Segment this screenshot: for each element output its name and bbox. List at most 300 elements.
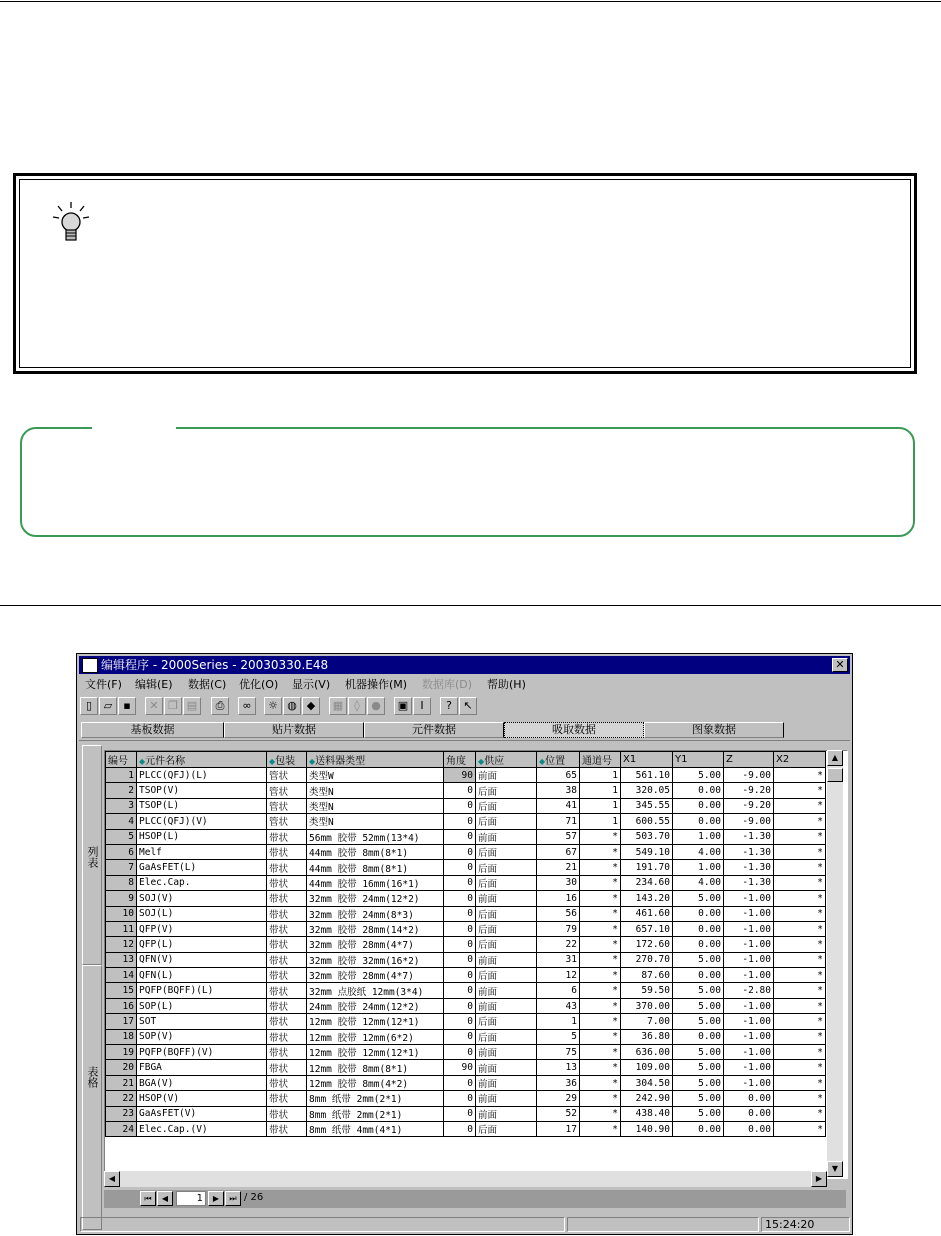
mark-icon[interactable]: Ⅰ bbox=[413, 697, 431, 715]
table-cell[interactable]: BGA(V) bbox=[137, 1075, 267, 1090]
table-cell[interactable]: 5.00 bbox=[673, 1091, 724, 1106]
side-tab-table[interactable]: 表格 bbox=[82, 965, 102, 1230]
table-cell[interactable]: -1.00 bbox=[724, 906, 774, 921]
table-cell[interactable]: 带状 bbox=[267, 1091, 307, 1106]
table-cell[interactable]: SOP(L) bbox=[137, 998, 267, 1013]
table-cell[interactable]: 0 bbox=[444, 1045, 476, 1060]
table-cell[interactable]: 12mm 胶带 8mm(8*1) bbox=[307, 1060, 444, 1075]
table-row[interactable] bbox=[106, 783, 826, 798]
table-cell[interactable]: 后面 bbox=[476, 783, 537, 798]
table-cell[interactable]: GaAsFET(V) bbox=[137, 1106, 267, 1121]
copy-icon[interactable]: ❐ bbox=[164, 697, 182, 715]
table-cell[interactable]: 带状 bbox=[267, 1029, 307, 1044]
table-row[interactable] bbox=[106, 798, 826, 813]
table-cell[interactable]: * bbox=[580, 952, 621, 967]
table-cell[interactable]: QFN(L) bbox=[137, 968, 267, 983]
table-cell[interactable]: * bbox=[774, 844, 826, 859]
table-cell[interactable]: 带状 bbox=[267, 1121, 307, 1136]
table-cell[interactable]: 1 bbox=[580, 783, 621, 798]
table-cell[interactable]: 7 bbox=[106, 860, 137, 875]
table-row[interactable] bbox=[106, 1060, 826, 1075]
table-cell[interactable]: 32mm 胶带 28mm(4*7) bbox=[307, 968, 444, 983]
menu-data[interactable]: 数据(C) bbox=[188, 678, 227, 691]
cut-icon[interactable]: ✕ bbox=[145, 697, 163, 715]
table-cell[interactable]: 5 bbox=[537, 1029, 580, 1044]
table-cell[interactable]: 后面 bbox=[476, 844, 537, 859]
table-cell[interactable]: * bbox=[580, 983, 621, 998]
table-cell[interactable]: 0 bbox=[444, 891, 476, 906]
table-cell[interactable]: 22 bbox=[537, 937, 580, 952]
menu-file[interactable]: 文件(F) bbox=[85, 678, 122, 691]
table-cell[interactable]: SOJ(V) bbox=[137, 891, 267, 906]
feeder-icon[interactable]: ◍ bbox=[283, 697, 301, 715]
table-row[interactable] bbox=[106, 952, 826, 967]
table-row[interactable] bbox=[106, 968, 826, 983]
menu-machine[interactable]: 机器操作(M) bbox=[345, 678, 408, 691]
table-cell[interactable]: 7.00 bbox=[621, 1014, 673, 1029]
table-cell[interactable]: 0 bbox=[444, 1121, 476, 1136]
table-cell[interactable]: 32mm 点胶纸 12mm(3*4) bbox=[307, 983, 444, 998]
table-cell[interactable]: 0.00 bbox=[673, 968, 724, 983]
table-cell[interactable]: 0.00 bbox=[673, 937, 724, 952]
table-cell[interactable]: HSOP(L) bbox=[137, 829, 267, 844]
table-cell[interactable]: 270.70 bbox=[621, 952, 673, 967]
table-cell[interactable]: * bbox=[774, 1106, 826, 1121]
table-cell[interactable]: * bbox=[774, 860, 826, 875]
table-cell[interactable]: 12 bbox=[537, 968, 580, 983]
last-record-icon[interactable]: ⏭ bbox=[225, 1191, 241, 1206]
table-cell[interactable]: 带状 bbox=[267, 998, 307, 1013]
table-cell[interactable]: 前面 bbox=[476, 768, 537, 783]
table-cell[interactable]: 8mm 纸带 2mm(2*1) bbox=[307, 1091, 444, 1106]
table-cell[interactable]: -1.00 bbox=[724, 1029, 774, 1044]
table-cell[interactable]: 4 bbox=[106, 814, 137, 829]
table-cell[interactable]: 0 bbox=[444, 1029, 476, 1044]
table-cell[interactable]: 12mm 胶带 8mm(4*2) bbox=[307, 1075, 444, 1090]
table-cell[interactable]: 32mm 胶带 28mm(14*2) bbox=[307, 921, 444, 936]
table-cell[interactable]: 32mm 胶带 24mm(12*2) bbox=[307, 891, 444, 906]
table-cell[interactable]: 30 bbox=[537, 875, 580, 890]
table-cell[interactable]: * bbox=[580, 1091, 621, 1106]
menu-edit[interactable]: 编辑(E) bbox=[135, 678, 173, 691]
next-record-icon[interactable]: ▶ bbox=[208, 1191, 224, 1206]
table-cell[interactable]: 10 bbox=[106, 906, 137, 921]
table-cell[interactable]: 32mm 胶带 24mm(8*3) bbox=[307, 906, 444, 921]
table-cell[interactable]: * bbox=[580, 1075, 621, 1090]
table-cell[interactable]: TSOP(L) bbox=[137, 798, 267, 813]
table-cell[interactable]: * bbox=[774, 891, 826, 906]
table-cell[interactable]: 后面 bbox=[476, 875, 537, 890]
table-cell[interactable]: 0 bbox=[444, 798, 476, 813]
table-cell[interactable]: 0.00 bbox=[673, 798, 724, 813]
tab-image-data[interactable]: 图象数据 bbox=[644, 722, 784, 738]
table-cell[interactable]: 24mm 胶带 24mm(12*2) bbox=[307, 998, 444, 1013]
table-cell[interactable]: 56 bbox=[537, 906, 580, 921]
table-row[interactable] bbox=[106, 1029, 826, 1044]
table-cell[interactable]: 17 bbox=[537, 1121, 580, 1136]
table-cell[interactable]: 242.90 bbox=[621, 1091, 673, 1106]
table-cell[interactable]: * bbox=[774, 1091, 826, 1106]
open-folder-icon[interactable]: ▱ bbox=[99, 697, 117, 715]
table-row[interactable] bbox=[106, 875, 826, 890]
table-cell[interactable]: 6 bbox=[537, 983, 580, 998]
table-cell[interactable]: * bbox=[774, 783, 826, 798]
table-cell[interactable]: 5.00 bbox=[673, 1014, 724, 1029]
table-cell[interactable]: 类型N bbox=[307, 783, 444, 798]
component-icon[interactable]: ◆ bbox=[302, 697, 320, 715]
table-cell[interactable]: 后面 bbox=[476, 968, 537, 983]
table-cell[interactable]: 0 bbox=[444, 968, 476, 983]
table-cell[interactable]: 0 bbox=[444, 998, 476, 1013]
table-cell[interactable]: 带状 bbox=[267, 921, 307, 936]
table-row[interactable] bbox=[106, 1075, 826, 1090]
table-cell[interactable]: 0.00 bbox=[673, 814, 724, 829]
table-row[interactable] bbox=[106, 921, 826, 936]
table-cell[interactable]: * bbox=[580, 860, 621, 875]
table-cell[interactable]: PQFP(BQFF)(L) bbox=[137, 983, 267, 998]
table-cell[interactable]: -2.80 bbox=[724, 983, 774, 998]
table-cell[interactable]: -1.30 bbox=[724, 875, 774, 890]
table-cell[interactable]: * bbox=[774, 814, 826, 829]
table-cell[interactable]: 1.00 bbox=[673, 860, 724, 875]
table-cell[interactable]: 前面 bbox=[476, 983, 537, 998]
close-button[interactable]: ✕ bbox=[832, 658, 848, 672]
tab-board-data[interactable]: 基板数据 bbox=[81, 722, 224, 738]
menu-optimize[interactable]: 优化(O) bbox=[239, 678, 279, 691]
table-cell[interactable]: 345.55 bbox=[621, 798, 673, 813]
table-cell[interactable]: Elec.Cap.(V) bbox=[137, 1121, 267, 1136]
scroll-left-icon[interactable]: ◀ bbox=[104, 1171, 120, 1187]
table-cell[interactable]: -9.20 bbox=[724, 798, 774, 813]
table-cell[interactable]: 管状 bbox=[267, 783, 307, 798]
table-cell[interactable]: Melf bbox=[137, 844, 267, 859]
table-cell[interactable]: 前面 bbox=[476, 891, 537, 906]
col-header-x2[interactable]: X2 bbox=[774, 752, 826, 768]
table-cell[interactable]: 657.10 bbox=[621, 921, 673, 936]
menu-view[interactable]: 显示(V) bbox=[292, 678, 331, 691]
table-cell[interactable]: 5.00 bbox=[673, 768, 724, 783]
table-cell[interactable]: -1.30 bbox=[724, 829, 774, 844]
table-cell[interactable]: 600.55 bbox=[621, 814, 673, 829]
table-cell[interactable]: 0.00 bbox=[724, 1091, 774, 1106]
table-cell[interactable]: 0 bbox=[444, 937, 476, 952]
table-cell[interactable]: 3 bbox=[106, 798, 137, 813]
save-icon[interactable]: ▪ bbox=[118, 697, 136, 715]
table-cell[interactable]: 19 bbox=[106, 1045, 137, 1060]
table-cell[interactable]: * bbox=[774, 968, 826, 983]
table-cell[interactable]: 0.00 bbox=[724, 1121, 774, 1136]
table-cell[interactable]: 0 bbox=[444, 844, 476, 859]
table-cell[interactable]: 32mm 胶带 32mm(16*2) bbox=[307, 952, 444, 967]
table-cell[interactable]: 后面 bbox=[476, 906, 537, 921]
table-cell[interactable]: 5.00 bbox=[673, 952, 724, 967]
table-cell[interactable]: 12mm 胶带 12mm(12*1) bbox=[307, 1045, 444, 1060]
table-cell[interactable]: -9.20 bbox=[724, 783, 774, 798]
table-cell[interactable]: -1.30 bbox=[724, 860, 774, 875]
table-cell[interactable]: 管状 bbox=[267, 768, 307, 783]
table-cell[interactable]: 带状 bbox=[267, 875, 307, 890]
table-cell[interactable]: 43 bbox=[537, 998, 580, 1013]
col-header-channel[interactable]: 通道号 bbox=[580, 752, 621, 768]
col-header-name[interactable]: ◆元件名称 bbox=[137, 752, 267, 768]
table-cell[interactable]: 带状 bbox=[267, 906, 307, 921]
table-cell[interactable]: 15 bbox=[106, 983, 137, 998]
table-cell[interactable]: * bbox=[580, 921, 621, 936]
table-cell[interactable]: 带状 bbox=[267, 829, 307, 844]
table-cell[interactable]: SOT bbox=[137, 1014, 267, 1029]
table-cell[interactable]: * bbox=[774, 983, 826, 998]
table-cell[interactable]: 0 bbox=[444, 1014, 476, 1029]
table-cell[interactable]: 0 bbox=[444, 829, 476, 844]
prev-record-icon[interactable]: ◀ bbox=[157, 1191, 173, 1206]
table-cell[interactable]: QFP(L) bbox=[137, 937, 267, 952]
table-cell[interactable]: 后面 bbox=[476, 798, 537, 813]
table-cell[interactable]: 22 bbox=[106, 1091, 137, 1106]
table-cell[interactable]: Elec.Cap. bbox=[137, 875, 267, 890]
table-cell[interactable]: 0 bbox=[444, 1091, 476, 1106]
table-cell[interactable]: 管状 bbox=[267, 798, 307, 813]
table-cell[interactable]: 16 bbox=[106, 998, 137, 1013]
teach-bulb-icon[interactable]: ☼ bbox=[264, 697, 282, 715]
table-cell[interactable]: 234.60 bbox=[621, 875, 673, 890]
table-cell[interactable]: 29 bbox=[537, 1091, 580, 1106]
table-cell[interactable]: 1 bbox=[580, 768, 621, 783]
table-cell[interactable]: * bbox=[774, 1121, 826, 1136]
table-cell[interactable]: 18 bbox=[106, 1029, 137, 1044]
table-cell[interactable]: 5.00 bbox=[673, 1106, 724, 1121]
disk-icon[interactable]: ● bbox=[367, 697, 385, 715]
table-cell[interactable]: 后面 bbox=[476, 1121, 537, 1136]
table-cell[interactable]: * bbox=[774, 906, 826, 921]
table-cell[interactable]: 0.00 bbox=[673, 1029, 724, 1044]
table-cell[interactable]: 带状 bbox=[267, 968, 307, 983]
table-cell[interactable]: 5.00 bbox=[673, 1075, 724, 1090]
table-cell[interactable]: 前面 bbox=[476, 829, 537, 844]
help-icon[interactable]: ? bbox=[440, 697, 458, 715]
col-header-angle[interactable]: 角度 bbox=[444, 752, 476, 768]
table-row[interactable] bbox=[106, 768, 826, 783]
table-cell[interactable]: 1 bbox=[580, 814, 621, 829]
table-cell[interactable]: * bbox=[580, 1045, 621, 1060]
table-cell[interactable]: 前面 bbox=[476, 1045, 537, 1060]
table-cell[interactable]: * bbox=[580, 937, 621, 952]
table-cell[interactable]: 8 bbox=[106, 875, 137, 890]
table-cell[interactable]: -9.00 bbox=[724, 814, 774, 829]
table-cell[interactable]: 后面 bbox=[476, 814, 537, 829]
tab-component-data[interactable]: 元件数据 bbox=[364, 722, 504, 738]
context-help-icon[interactable]: ↖ bbox=[459, 697, 477, 715]
table-cell[interactable]: 类型N bbox=[307, 798, 444, 813]
table-cell[interactable]: 前面 bbox=[476, 952, 537, 967]
tab-placement-data[interactable]: 贴片数据 bbox=[224, 722, 364, 738]
table-cell[interactable]: QFP(V) bbox=[137, 921, 267, 936]
table-cell[interactable]: 0 bbox=[444, 860, 476, 875]
table-cell[interactable]: 370.00 bbox=[621, 998, 673, 1013]
table-cell[interactable]: -1.00 bbox=[724, 937, 774, 952]
table-cell[interactable]: 后面 bbox=[476, 921, 537, 936]
table-cell[interactable]: 36 bbox=[537, 1075, 580, 1090]
table-cell[interactable]: 类型N bbox=[307, 814, 444, 829]
table-cell[interactable]: 5.00 bbox=[673, 1045, 724, 1060]
table-cell[interactable]: * bbox=[774, 798, 826, 813]
col-header-feeder-type[interactable]: ◆送料器类型 bbox=[307, 752, 444, 768]
table-cell[interactable]: 0.00 bbox=[673, 783, 724, 798]
table-cell[interactable]: 65 bbox=[537, 768, 580, 783]
table-cell[interactable]: 14 bbox=[106, 968, 137, 983]
table-cell[interactable]: TSOP(V) bbox=[137, 783, 267, 798]
col-header-package[interactable]: ◆包装 bbox=[267, 752, 307, 768]
table-cell[interactable]: 13 bbox=[106, 952, 137, 967]
menu-help[interactable]: 帮助(H) bbox=[487, 678, 526, 691]
table-cell[interactable]: 32mm 胶带 28mm(4*7) bbox=[307, 937, 444, 952]
table-cell[interactable]: 561.10 bbox=[621, 768, 673, 783]
table-cell[interactable]: 9 bbox=[106, 891, 137, 906]
table-cell[interactable]: -1.00 bbox=[724, 1014, 774, 1029]
menu-database[interactable]: 数据库(D) bbox=[422, 678, 473, 691]
scroll-thumb[interactable] bbox=[827, 768, 843, 782]
table-cell[interactable]: 12mm 胶带 12mm(12*1) bbox=[307, 1014, 444, 1029]
paste-icon[interactable]: ▤ bbox=[183, 697, 201, 715]
table-cell[interactable]: 143.20 bbox=[621, 891, 673, 906]
new-file-icon[interactable]: ▯ bbox=[80, 697, 98, 715]
table-cell[interactable]: * bbox=[580, 829, 621, 844]
find-icon[interactable]: ∞ bbox=[238, 697, 256, 715]
print-icon[interactable]: ⎙ bbox=[211, 697, 229, 715]
table-cell[interactable]: 5.00 bbox=[673, 891, 724, 906]
table-cell[interactable]: * bbox=[774, 952, 826, 967]
table-cell[interactable]: 17 bbox=[106, 1014, 137, 1029]
table-cell[interactable]: * bbox=[774, 1075, 826, 1090]
table-cell[interactable]: 12mm 胶带 12mm(6*2) bbox=[307, 1029, 444, 1044]
table-cell[interactable]: 36.80 bbox=[621, 1029, 673, 1044]
table-cell[interactable]: * bbox=[774, 829, 826, 844]
horizontal-scrollbar[interactable] bbox=[104, 1171, 827, 1187]
table-cell[interactable]: * bbox=[774, 937, 826, 952]
table-row[interactable] bbox=[106, 998, 826, 1013]
col-header-position[interactable]: ◆位置 bbox=[537, 752, 580, 768]
table-cell[interactable]: 87.60 bbox=[621, 968, 673, 983]
table-cell[interactable]: 6 bbox=[106, 844, 137, 859]
table-cell[interactable]: 191.70 bbox=[621, 860, 673, 875]
table-cell[interactable]: FBGA bbox=[137, 1060, 267, 1075]
table-cell[interactable]: -1.00 bbox=[724, 968, 774, 983]
table-cell[interactable]: * bbox=[580, 1060, 621, 1075]
table-cell[interactable]: 0.00 bbox=[673, 921, 724, 936]
table-cell[interactable]: 1.00 bbox=[673, 829, 724, 844]
table-cell[interactable]: 23 bbox=[106, 1106, 137, 1121]
table-cell[interactable]: 8mm 纸带 4mm(4*1) bbox=[307, 1121, 444, 1136]
table-cell[interactable]: 带状 bbox=[267, 1075, 307, 1090]
table-cell[interactable]: * bbox=[774, 1029, 826, 1044]
table-cell[interactable]: PLCC(QFJ)(V) bbox=[137, 814, 267, 829]
table-cell[interactable]: 90 bbox=[444, 1060, 476, 1075]
table-cell[interactable]: 后面 bbox=[476, 860, 537, 875]
table-cell[interactable]: 16 bbox=[537, 891, 580, 906]
table-cell[interactable]: 0 bbox=[444, 814, 476, 829]
table-cell[interactable]: * bbox=[774, 1060, 826, 1075]
table-cell[interactable]: * bbox=[774, 1014, 826, 1029]
table-cell[interactable]: 41 bbox=[537, 798, 580, 813]
table-cell[interactable]: 21 bbox=[106, 1075, 137, 1090]
table-cell[interactable]: 8mm 纸带 2mm(2*1) bbox=[307, 1106, 444, 1121]
table-cell[interactable]: 类型W bbox=[307, 768, 444, 783]
scroll-up-icon[interactable]: ▲ bbox=[827, 750, 843, 766]
table-cell[interactable]: -1.00 bbox=[724, 1075, 774, 1090]
table-cell[interactable]: 172.60 bbox=[621, 937, 673, 952]
board-icon[interactable]: ▣ bbox=[394, 697, 412, 715]
table-cell[interactable]: 0.00 bbox=[673, 906, 724, 921]
table-cell[interactable]: 38 bbox=[537, 783, 580, 798]
table-cell[interactable]: QFN(V) bbox=[137, 952, 267, 967]
table-cell[interactable]: 前面 bbox=[476, 1091, 537, 1106]
table-cell[interactable]: 4.00 bbox=[673, 844, 724, 859]
table-cell[interactable]: 109.00 bbox=[621, 1060, 673, 1075]
table-cell[interactable]: * bbox=[580, 891, 621, 906]
table-cell[interactable]: 后面 bbox=[476, 1029, 537, 1044]
table-cell[interactable]: * bbox=[580, 1029, 621, 1044]
table-cell[interactable]: 79 bbox=[537, 921, 580, 936]
table-row[interactable] bbox=[106, 937, 826, 952]
table-cell[interactable]: 549.10 bbox=[621, 844, 673, 859]
table-cell[interactable]: 带状 bbox=[267, 844, 307, 859]
scroll-right-icon[interactable]: ▶ bbox=[811, 1171, 827, 1187]
side-tab-list[interactable]: 列表 bbox=[82, 745, 102, 965]
table-cell[interactable]: 140.90 bbox=[621, 1121, 673, 1136]
tab-pickup-data[interactable]: 吸取数据 bbox=[504, 722, 644, 738]
table-cell[interactable]: 13 bbox=[537, 1060, 580, 1075]
table-cell[interactable]: 0 bbox=[444, 1106, 476, 1121]
col-header-supply[interactable]: ◆供应 bbox=[476, 752, 537, 768]
table-cell[interactable]: * bbox=[774, 921, 826, 936]
table-cell[interactable]: 前面 bbox=[476, 998, 537, 1013]
table-cell[interactable]: * bbox=[774, 998, 826, 1013]
table-cell[interactable]: 5.00 bbox=[673, 1060, 724, 1075]
col-header-no[interactable]: 编号 bbox=[106, 752, 137, 768]
table-row[interactable] bbox=[106, 844, 826, 859]
table-cell[interactable]: 44mm 胶带 16mm(16*1) bbox=[307, 875, 444, 890]
table-cell[interactable]: 438.40 bbox=[621, 1106, 673, 1121]
table-cell[interactable]: 0 bbox=[444, 875, 476, 890]
table-cell[interactable]: 44mm 胶带 8mm(8*1) bbox=[307, 860, 444, 875]
table-cell[interactable]: GaAsFET(L) bbox=[137, 860, 267, 875]
table-cell[interactable]: * bbox=[580, 1106, 621, 1121]
table-cell[interactable]: 11 bbox=[106, 921, 137, 936]
table-cell[interactable]: 前面 bbox=[476, 1075, 537, 1090]
table-cell[interactable]: 5 bbox=[106, 829, 137, 844]
table-cell[interactable]: 带状 bbox=[267, 1045, 307, 1060]
table-row[interactable] bbox=[106, 1014, 826, 1029]
vertical-scrollbar[interactable] bbox=[827, 750, 843, 1177]
table-cell[interactable]: 0.00 bbox=[724, 1106, 774, 1121]
table-cell[interactable]: 0.00 bbox=[673, 1121, 724, 1136]
table-cell[interactable]: 前面 bbox=[476, 1106, 537, 1121]
table-cell[interactable]: 320.05 bbox=[621, 783, 673, 798]
table-cell[interactable]: * bbox=[580, 968, 621, 983]
table-cell[interactable]: 后面 bbox=[476, 937, 537, 952]
table-cell[interactable]: 57 bbox=[537, 829, 580, 844]
table-cell[interactable]: 带状 bbox=[267, 983, 307, 998]
table-row[interactable] bbox=[106, 814, 826, 829]
table-cell[interactable]: * bbox=[774, 875, 826, 890]
table-cell[interactable]: 52 bbox=[537, 1106, 580, 1121]
scroll-down-icon[interactable]: ▼ bbox=[827, 1161, 843, 1177]
table-cell[interactable]: 24 bbox=[106, 1121, 137, 1136]
col-header-x1[interactable]: X1 bbox=[621, 752, 673, 768]
table-row[interactable] bbox=[106, 983, 826, 998]
col-header-z[interactable]: Z bbox=[724, 752, 774, 768]
table-row[interactable] bbox=[106, 860, 826, 875]
table-cell[interactable]: 0 bbox=[444, 952, 476, 967]
